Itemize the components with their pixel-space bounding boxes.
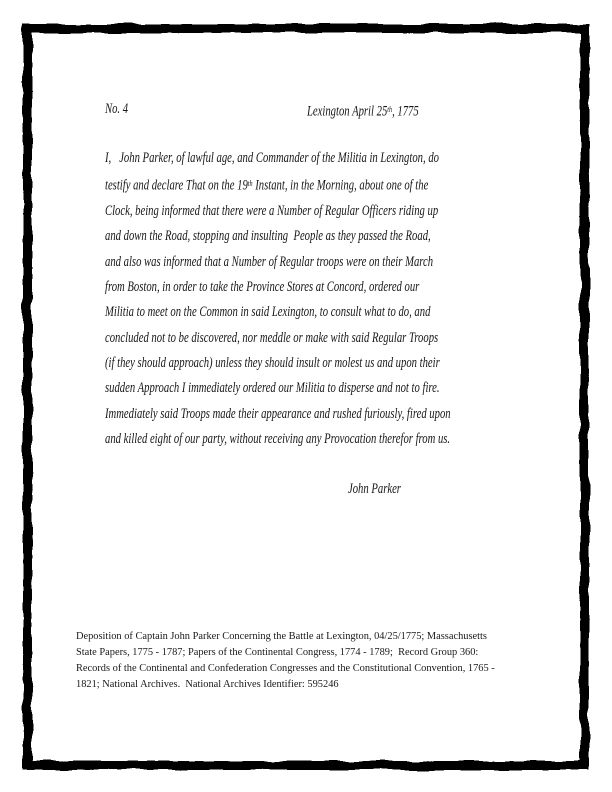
body-line-text: and down the Road, stopping and insulting People as they passed the Road, xyxy=(105,228,431,245)
document-number: No. 4 xyxy=(105,101,129,117)
body-line-text: concluded not to be discovered, nor meddle or make with said Regular Troops xyxy=(105,329,439,346)
body-line-text: and also was informed that a Number of Regular troops were on their March xyxy=(105,253,434,270)
body-line-text: sudden Approach I immediately ordered our Militia to disperse and not to fire. xyxy=(105,380,440,397)
body-line xyxy=(105,376,451,401)
citation-block xyxy=(76,629,495,693)
deposition-body xyxy=(105,146,592,452)
body-line xyxy=(105,171,451,199)
citation-line: Records of the Continental and Confederation Congresses and the Constitutional Convention, 1765 - xyxy=(76,663,495,674)
body-line-text: and killed eight of our party, without receiving any Provocation therefor from us. xyxy=(105,431,451,448)
body-superscript: th xyxy=(247,178,253,189)
citation-line: State Papers, 1775 - 1787; Papers of the Continental Congress, 1774 - 1789; Record Group 360: xyxy=(76,647,479,658)
body-line-text: Militia to meet on the Common in said Lexington, to consult what to do, and xyxy=(105,304,431,321)
body-line-text: Instant, in the Morning, about one of the xyxy=(252,177,429,194)
body-line xyxy=(105,146,451,171)
body-line xyxy=(105,351,451,376)
body-line xyxy=(105,326,451,351)
citation-line: Deposition of Captain John Parker Concerning the Battle at Lexington, 04/25/1775; Massachusetts xyxy=(76,631,487,642)
body-line xyxy=(105,300,451,325)
signature: John Parker xyxy=(348,481,401,497)
place-date-text: Lexington April 25 xyxy=(307,103,388,120)
place-date-year: , 1775 xyxy=(392,103,419,120)
citation-line: 1821; National Archives. National Archives Identifier: 595246 xyxy=(76,679,339,690)
body-line-text: Clock, being informed that there were a Number of Regular Officers riding up xyxy=(105,202,439,219)
body-line xyxy=(105,224,451,249)
body-line xyxy=(105,275,451,300)
place-date-line xyxy=(307,100,419,120)
body-line-text: I, John Parker, of lawful age, and Commander of the Militia in Lexington, do xyxy=(105,150,439,166)
body-line-text: Immediately said Troops made their appearance and rushed furiously, fired upon xyxy=(105,405,451,422)
body-line xyxy=(105,427,451,452)
body-line-text: from Boston, in order to take the Province Stores at Concord, ordered our xyxy=(105,279,420,296)
body-line xyxy=(105,199,451,224)
body-line xyxy=(105,402,451,427)
body-line xyxy=(105,250,451,275)
body-line-text: (if they should approach) unless they should insult or molest us and upon their xyxy=(105,355,440,372)
date-superscript: th xyxy=(387,104,393,114)
body-line-text: testify and declare That on the 19 xyxy=(105,177,248,194)
